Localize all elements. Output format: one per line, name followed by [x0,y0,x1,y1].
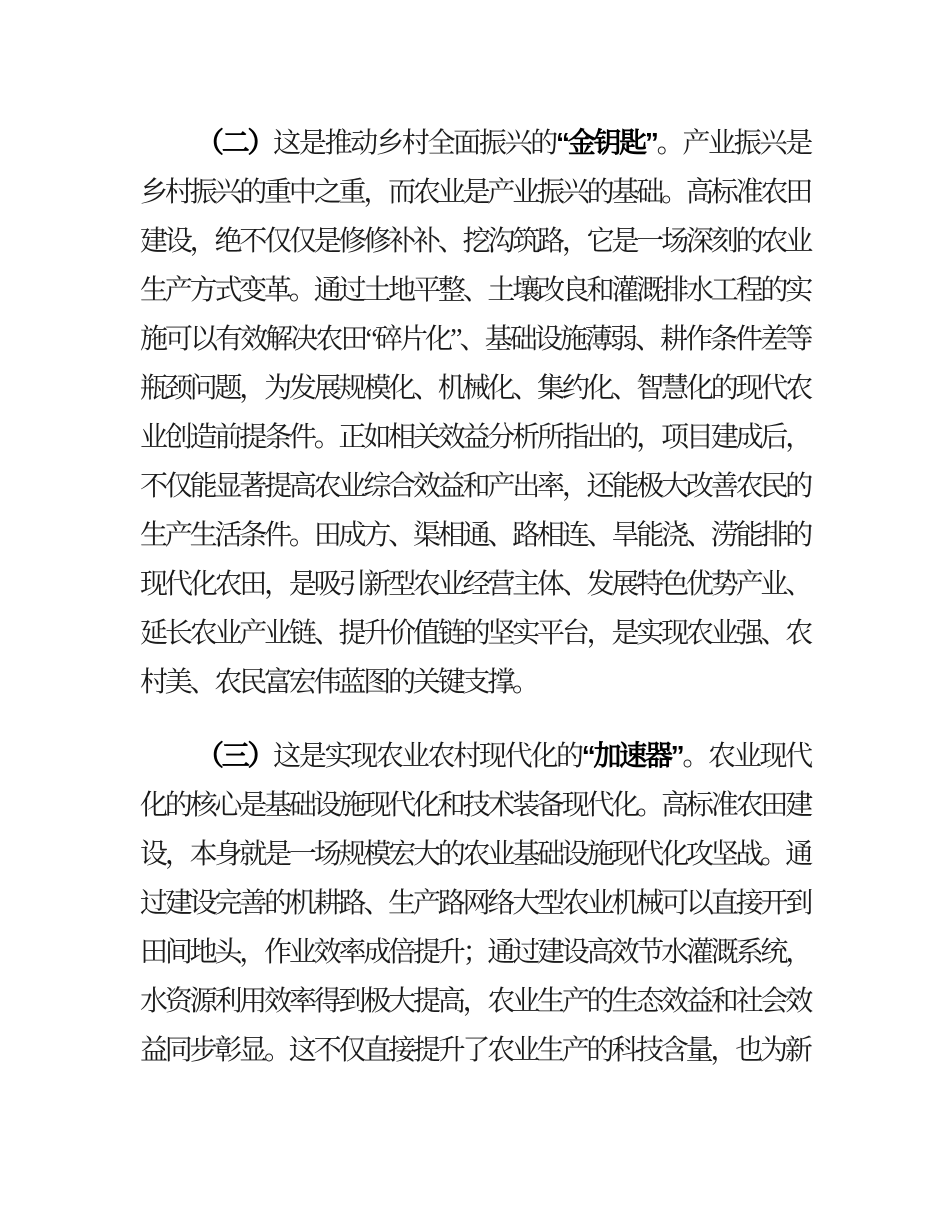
section-2-lead-text: 这是推动乡村全面振兴的 [273,128,557,159]
section-3-keyword: “加速器” [581,740,682,771]
section-2-number: （二） [196,127,274,158]
paragraph-section-3 [140,731,810,1075]
paragraph-section-2 [140,118,810,707]
section-3-body-text: 。农业现代化的核心是基础设施现代化和技术装备现代化。高标准农田建设，本身就是一场规模宏大的农业基础设施现代化攻坚战。通过建设完善的机耕路、生产路网络大型农业机械可以直接开到田间地头，作业效率成倍提升；通过建设高效节水灌溉系统，水资源利用效率得到极大提高，农业生产的生态效益和社会效益同步彰显。这不仅直接提升了农业生产的科技含量，也为新 [140,741,810,1066]
section-2-body-text: 。产业振兴是乡村振兴的重中之重，而农业是产业振兴的基础。高标准农田建设，绝不仅仅是修修补补、挖沟筑路，它是一场深刻的农业生产方式变革。通过土地平整、土壤改良和灌溉排水工程的实施可以有效解决农田“碎片化”、基础设施薄弱、耕作条件差等瓶颈问题，为发展规模化、机械化、集约化、智慧化的现代农业创造前提条件。正如相关效益分析所指出的，项目建成后，不仅能显著提高农业综合效益和产出率，还能极大改善农民的生产生活条件。田成方、渠相通、路相连、旱能浇、涝能排的现代化农田，是吸引新型农业经营主体、发展特色优势产业、延长农业产业链、提升价值链的坚实平台，是实现农业强、农村美、农民富宏伟蓝图的关键支撑。 [140,128,810,698]
section-3-lead-text: 这是实现农业农村现代化的 [273,741,582,772]
section-2-keyword: “金钥匙” [556,127,656,158]
section-3-number: （三） [196,740,274,771]
